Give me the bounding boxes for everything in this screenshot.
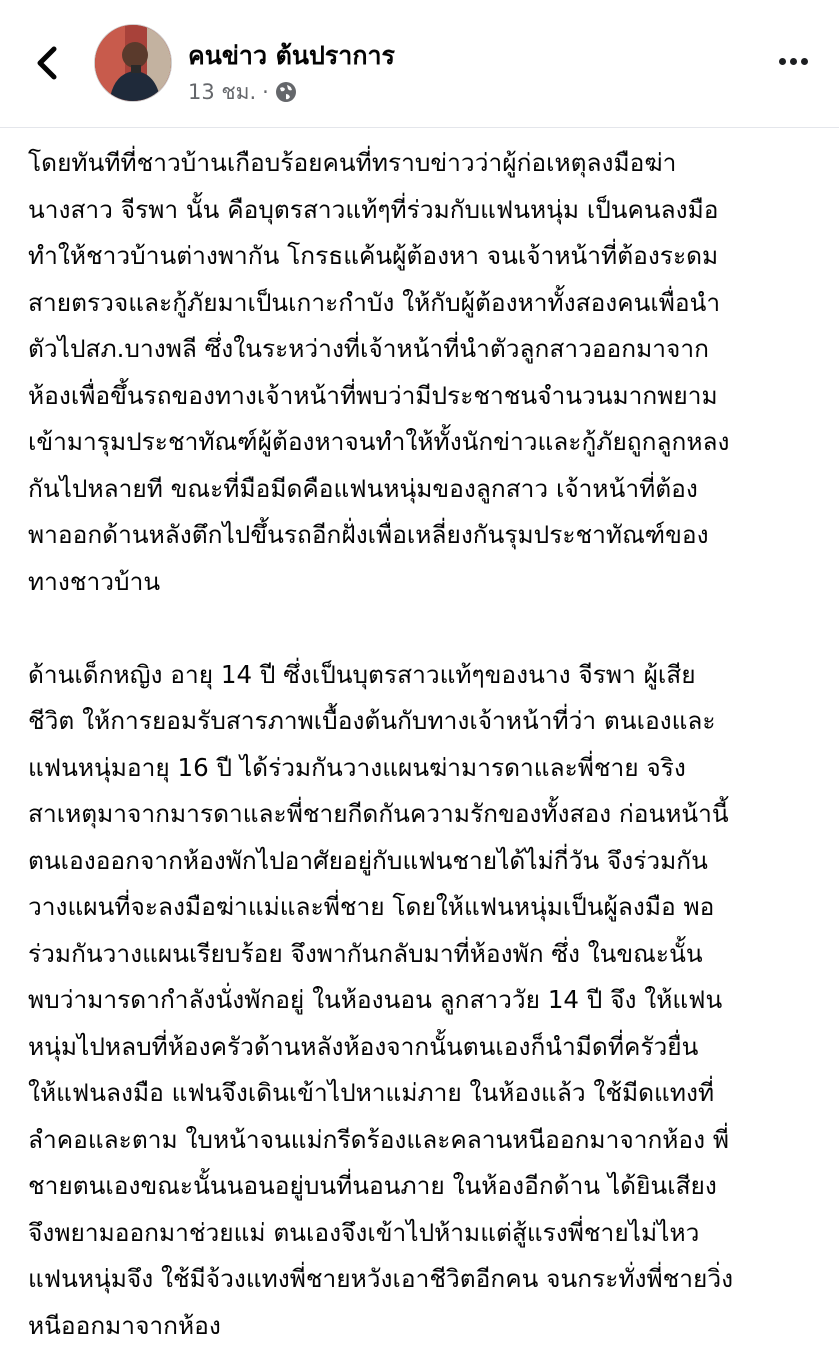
globe-icon [275, 81, 297, 103]
chevron-left-icon [34, 46, 60, 80]
post-body [28, 140, 820, 1349]
avatar-photo [95, 25, 172, 102]
avatar[interactable] [94, 24, 172, 102]
meta-separator: · [262, 80, 269, 104]
post-paragraph: โดยทันทีที่ชาวบ้านเกือบร้อยคนที่ทราบข่าวว่าผู้ก่อเหตุลงมือฆ่า นางสาว จีรพา นั้น คือบุตรสาวแท้ๆที่ร่วมกับแฟนหนุ่ม เป็นคนลงมือ ทำให้ชาวบ้านต่างพากัน โกรธแค้นผู้ต้องหา จนเจ้าหน้าที่ต้องระดม สายตรวจและกู้ภัยมาเป็นเกาะกำบัง ให้กับผู้ต้องหาทั้งสองคนเพื่อนำ ตัวไปสภ.บางพลี ซึ่งในระหว่างที่เจ้าหน้าที่นำตัวลูกสาวออกมาจาก ห้องเพื่อขึ้นรถของทางเจ้าหน้าที่พบว่ามีประชาชนจำนวนมากพยาม เข้ามารุมประชาทัณฑ์ผู้ต้องหาจนทำให้ทั้งนักข่าวและกู้ภัยถูกลูกหลง กันไปหลายที ขณะที่มือมีดคือแฟนหนุ่มของลูกสาว เจ้าหน้าที่ต้อง พาออกด้านหลังตึกไปขึ้นรถอีกฝั่งเพื่อเหลี่ยงกันรุมประชาทัณฑ์ของ ทางชาวบ้าน [28, 140, 820, 605]
paragraph-gap [28, 605, 820, 652]
post-header [0, 0, 839, 128]
post-meta [188, 78, 297, 106]
more-horizontal-icon [779, 58, 786, 65]
author-name[interactable]: คนข่าว ต้นปราการ [188, 36, 395, 76]
post-paragraph: ด้านเด็กหญิง อายุ 14 ปี ซึ่งเป็นบุตรสาวแท้ๆของนาง จีรพา ผู้เสีย ชีวิต ให้การยอมรับสารภาพเบื้องต้นกับทางเจ้าหน้าที่ว่า ตนเองและ แฟนหนุ่มอายุ 16 ปี ได้ร่วมกันวางแผนฆ่ามารดาและพี่ชาย จริง สาเหตุมาจากมารดาและพี่ชายกีดกันความรักของทั้งสอง ก่อนหน้านี้ ตนเองออกจากห้องพักไปอาศัยอยู่กับแฟนชายได้ไม่กี่วัน จึงร่วมกัน วางแผนที่จะลงมือฆ่าแม่และพี่ชาย โดยให้แฟนหนุ่มเป็นผู้ลงมือ พอ ร่วมกันวางแผนเรียบร้อย จึงพากันกลับมาที่ห้องพัก ซึ่ง ในขณะนั้น พบว่ามารดากำลังนั่งพักอยู่ ในห้องนอน ลูกสาววัย 14 ปี จึง ให้แฟน หนุ่มไปหลบที่ห้องครัวด้านหลังห้องจากนั้นตนเองก็นำมีดที่ครัวยื่น ให้แฟนลงมือ แฟนจึงเดินเข้าไปหาแม่ภาย ในห้องแล้ว ใช้มีดแทงที่ ลำคอและตาม ใบหน้าจนแม่กรีดร้องและคลานหนีออกมาจากห้อง พี่ ชายตนเองขณะนั้นนอนอยู่บนที่นอนภาย ในห้องอีกด้าน ได้ยินเสียง จึงพยามออกมาช่วยแม่ ตนเองจึงเข้าไปห้ามแต่สู้แรงพี่ชายไม่ไหว แฟนหนุ่มจึง ใช้มีจ้วงแทงพี่ชายหวังเอาชีวิตอีกคน จนกระทั่งพี่ชายวิ่ง หนีออกมาจากห้อง [28, 652, 820, 1349]
more-options-button[interactable] [773, 46, 813, 76]
back-button[interactable] [22, 38, 72, 88]
post-time[interactable]: 13 ชม. [188, 76, 256, 109]
